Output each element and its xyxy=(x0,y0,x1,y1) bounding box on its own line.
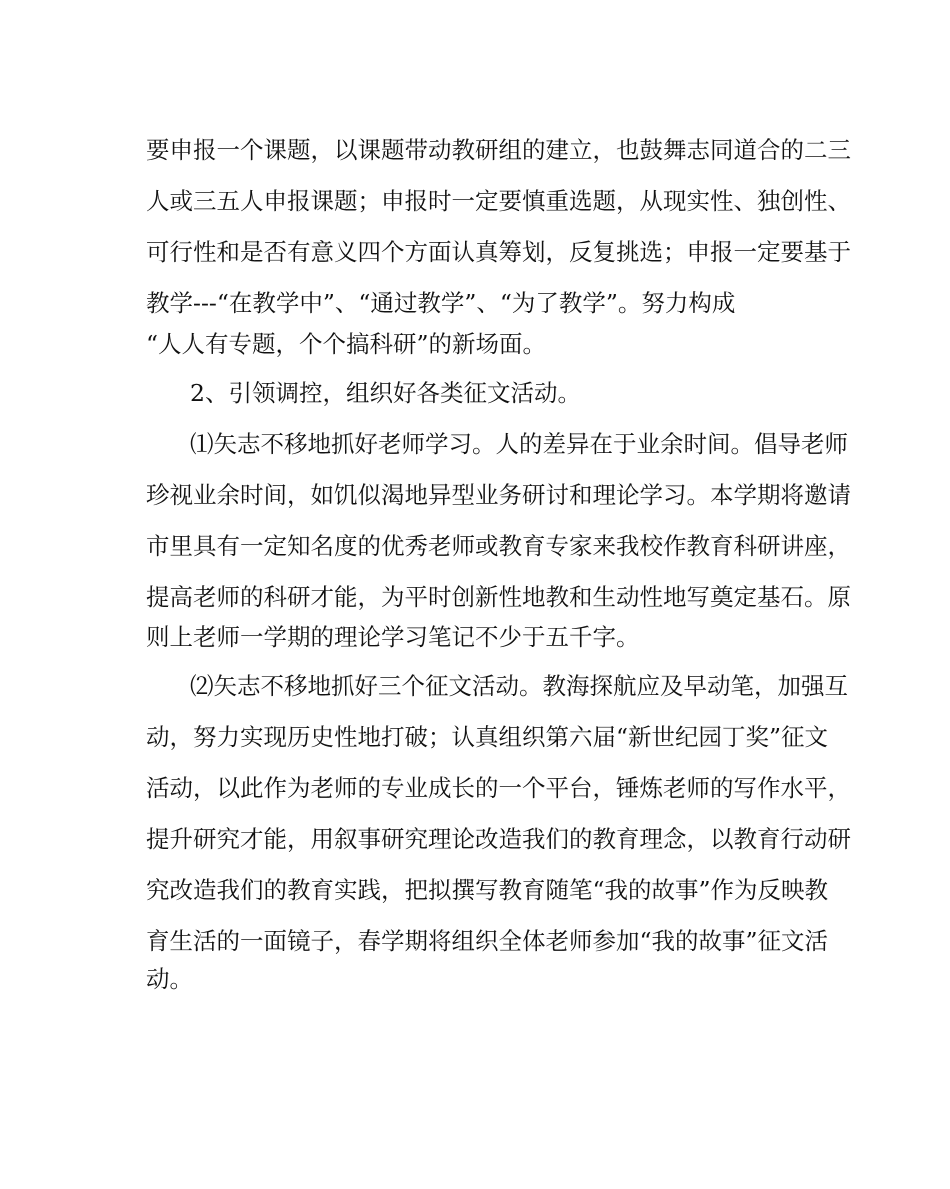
section-heading: 2、引领调控，组织好各类征文活动。 xyxy=(190,379,581,407)
text-line: ⑵矢志不移地抓好三个征文活动。教海探航应及早动笔，加强互 xyxy=(190,672,848,700)
text-line: 活动，以此作为老师的专业成长的一个平台，锤炼老师的写作水平， xyxy=(146,774,851,802)
text-line: 可行性和是否有意义四个方面认真筹划，反复挑选；申报一定要基于 xyxy=(146,238,851,266)
text-line: 究改造我们的教育实践，把拟撰写教育随笔“我的故事”作为反映教 xyxy=(146,876,829,904)
text-line: ⑴矢志不移地抓好老师学习。人的差异在于业余时间。倡导老师 xyxy=(190,430,848,458)
text-line: 市里具有一定知名度的优秀老师或教育专家来我校作教育科研讲座， xyxy=(146,532,851,560)
text-line: 动，努力实现历史性地打破；认真组织第六届“新世纪园丁奖”征文 xyxy=(146,723,829,751)
text-line: “人人有专题，个个搞科研”的新场面。 xyxy=(146,330,547,358)
text-line: 要申报一个课题，以课题带动教研组的建立，也鼓舞志同道合的二三 xyxy=(146,136,851,164)
text-line: 教学---“在教学中”、“通过教学”、“为了教学”。努力构成 xyxy=(146,289,736,317)
text-line: 珍视业余时间，如饥似渴地异型业务研讨和理论学习。本学期将邀请 xyxy=(146,481,851,509)
text-line: 提高老师的科研才能，为平时创新性地教和生动性地写奠定基石。原 xyxy=(146,583,851,611)
text-line: 动。 xyxy=(146,965,193,993)
text-line: 育生活的一面镜子，春学期将组织全体老师参加“我的故事”征文活 xyxy=(146,927,829,955)
text-line: 提升研究才能，用叙事研究理论改造我们的教育理念，以教育行动研 xyxy=(146,825,851,853)
text-line: 人或三五人申报课题；申报时一定要慎重选题，从现实性、独创性、 xyxy=(146,187,851,215)
text-line: 则上老师一学期的理论学习笔记不少于五千字。 xyxy=(146,623,640,651)
